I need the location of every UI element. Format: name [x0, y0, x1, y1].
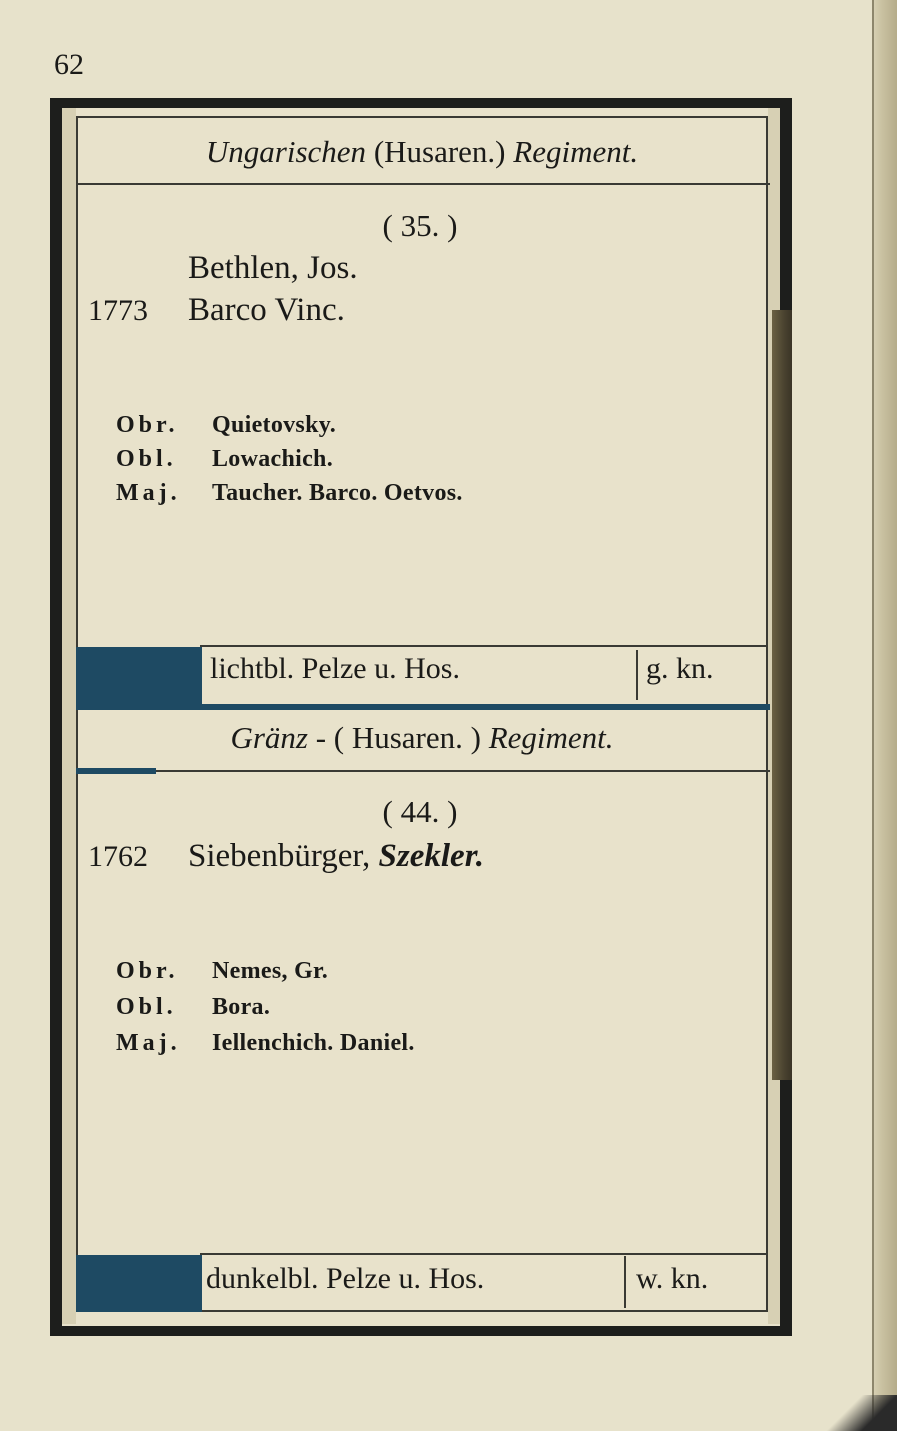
regiment-word: Regiment. [513, 134, 639, 169]
officer-rank: Maj. [116, 480, 181, 506]
uniform-description-1: lichtbl. Pelze u. Hos. [210, 652, 460, 685]
owner-line [88, 838, 484, 875]
officer-names: Bora. [212, 994, 271, 1020]
frame-left-strip [62, 108, 76, 1324]
officer-names: Quietovsky. [212, 412, 336, 438]
uniform-rule-top [200, 645, 768, 647]
regiment-header-1 [78, 134, 766, 170]
button-color-2: w. kn. [636, 1262, 709, 1295]
facing-color-box-1 [76, 647, 202, 710]
officer-line [116, 958, 328, 985]
owner-year: 1773 [88, 294, 148, 327]
page-gutter [872, 0, 897, 1431]
regiment-type: Ungarischen [205, 134, 367, 169]
page-number: 62 [54, 48, 84, 81]
owner-name: Bethlen, Jos. [188, 250, 358, 286]
officer-rank: Obl. [116, 446, 177, 472]
regiment-branch: (Husaren.) [373, 134, 506, 169]
officer-names: Taucher. Barco. Oetvos. [212, 480, 463, 506]
officer-rank: Obr. [116, 412, 179, 438]
regiment-number-1: ( 35. ) [382, 208, 458, 243]
regiment-word: Regiment. [488, 720, 614, 755]
button-color-1: g. kn. [646, 652, 714, 685]
officer-rank: Obl. [116, 994, 177, 1020]
header-rule-bottom [76, 770, 770, 772]
officer-line [116, 994, 270, 1021]
uniform-description-2: dunkelbl. Pelze u. Hos. [206, 1262, 485, 1295]
officer-rank: Obr. [116, 958, 179, 984]
officer-line [116, 446, 333, 473]
officer-names: Nemes, Gr. [212, 958, 329, 984]
officer-line [116, 412, 336, 439]
binding-shadow [772, 310, 792, 1080]
regiment-branch: - ( Husaren. ) [315, 720, 481, 755]
column-divider [624, 1256, 626, 1308]
facing-color-line [76, 704, 770, 710]
page-corner-shadow [815, 1395, 897, 1431]
owner-name: Siebenbürger, [188, 838, 371, 874]
facing-color-line [76, 768, 156, 774]
owner-year: 1762 [88, 840, 148, 873]
owner-line [88, 292, 345, 329]
regiment-type: Gränz [230, 720, 308, 755]
regiment-number-2: ( 44. ) [382, 794, 458, 829]
facing-color-box-2 [76, 1255, 202, 1312]
officer-line [116, 1030, 415, 1057]
column-divider [636, 650, 638, 700]
officer-names: Lowachich. [212, 446, 334, 472]
officer-names: Iellenchich. Daniel. [212, 1030, 415, 1056]
owner-name: Barco Vinc. [188, 292, 345, 328]
officer-rank: Maj. [116, 1030, 181, 1056]
regiment-header-2 [78, 720, 766, 756]
header-rule-top [76, 183, 770, 185]
owner-name-italic: Szekler. [378, 838, 484, 874]
gutter-line [872, 0, 874, 1431]
owner-line [88, 250, 358, 287]
officer-line [116, 480, 463, 507]
uniform-rule-top [200, 1253, 768, 1255]
